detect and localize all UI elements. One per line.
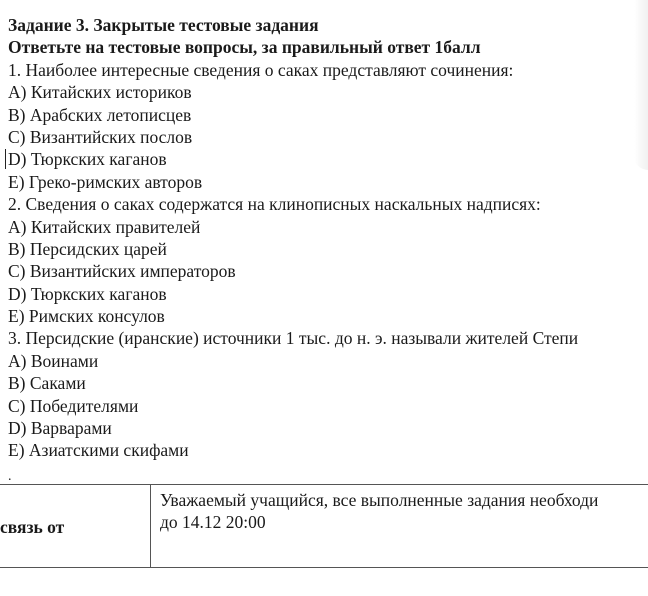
question-1-option-d-text: D) Тюркских каганов: [8, 149, 167, 170]
footer-note-line-2: до 14.12 20:00: [160, 512, 266, 532]
task-instructions: Ответьте на тестовые вопросы, за правильный ответ 1балл: [8, 37, 481, 58]
question-3-option-a: А) Воинами: [8, 350, 99, 371]
stray-dot: .: [8, 469, 12, 484]
question-1-option-b: В) Арабских летописцев: [8, 104, 192, 125]
footer-note-line-1: Уважаемый учащийся, все выполненные задания необходи: [160, 490, 599, 510]
question-2: 2. Сведения о саках содержатся на клинописных наскальных надписях:: [8, 194, 541, 215]
footer-left-label: связь от: [0, 517, 65, 537]
question-2-option-a: А) Китайских правителей: [8, 216, 201, 237]
footer-table: [0, 484, 648, 568]
task-title: Задание 3. Закрытые тестовые задания: [8, 15, 319, 35]
question-1-option-e: Е) Греко-римских авторов: [8, 171, 203, 192]
question-2-option-b: В) Персидских царей: [8, 238, 167, 259]
footer-table-right-cell: [160, 489, 648, 533]
question-1: 1. Наиболее интересные сведения о саках представляют сочинения:: [8, 59, 514, 80]
question-2-option-d: D) Тюркских каганов: [8, 283, 167, 304]
edge-shadow: [634, 0, 648, 170]
footer-table-left-cell: [0, 485, 151, 567]
question-3-option-c: С) Победителями: [8, 395, 139, 416]
document-body: [8, 14, 648, 462]
text-cursor: [5, 149, 6, 169]
question-3: 3. Персидские (иранские) источники 1 тыс. до н. э. называли жителей Степи: [8, 328, 579, 349]
question-1-option-a: А) Китайских историков: [8, 82, 192, 103]
question-3-option-d: D) Варварами: [8, 418, 112, 439]
question-2-option-e: Е) Римских консулов: [8, 306, 165, 327]
question-3-option-e: Е) Азиатскими скифами: [8, 440, 189, 461]
question-2-option-c: С) Византийских императоров: [8, 261, 236, 282]
question-3-option-b: В) Саками: [8, 373, 86, 394]
question-1-option-c: С) Византийских послов: [8, 126, 193, 147]
question-1-option-d: [8, 148, 648, 170]
